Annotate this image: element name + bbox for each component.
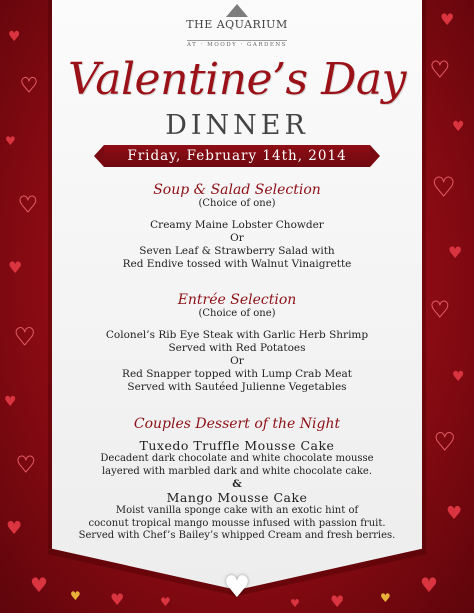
heart-icon: ♥ — [223, 570, 251, 605]
section-title: Couples Dessert of the Night — [133, 416, 341, 432]
menu-item-line: Red Snapper topped with Lump Crab Meat — [122, 368, 352, 380]
heart-icon: ♥ — [18, 193, 38, 218]
soup-salad-section — [0, 182, 474, 271]
heart-icon: ♥ — [440, 10, 455, 29]
date-banner: Friday, February 14th, 2014 — [104, 145, 370, 167]
ampersand: & — [232, 478, 242, 490]
heart-icon: ♥ — [452, 369, 465, 385]
heart-icon: ♥ — [432, 173, 456, 203]
logo-triangle-icon — [226, 4, 248, 17]
dessert-section — [0, 416, 474, 543]
dessert-description: coconut tropical mango mousse infused with passion fruit. — [88, 517, 386, 529]
menu-item-line: Or — [230, 355, 244, 367]
entree-section — [0, 292, 474, 394]
dessert-name: Tuxedo Truffle Mousse Cake — [139, 438, 335, 453]
heart-icon: ♥ — [20, 73, 38, 97]
heart-icon: ♥ — [110, 590, 125, 609]
heart-icon: ♥ — [420, 573, 438, 597]
logo-subtitle: AT · MOODY · GARDENS — [186, 42, 288, 48]
heart-icon: ♥ — [8, 29, 21, 45]
heart-icon: ♥ — [448, 243, 463, 262]
heart-icon: ♥ — [16, 453, 36, 478]
dessert-description: Moist vanilla sponge cake with an exotic hint of — [115, 505, 359, 516]
section-title: Soup & Salad Selection — [153, 182, 321, 198]
aquarium-logo — [0, 4, 474, 50]
section-subtitle: (Choice of one) — [198, 198, 276, 209]
menu-item-line: Served with Red Potatoes — [168, 342, 306, 354]
dessert-description: Decadent dark chocolate and white chocolate mousse — [100, 453, 374, 464]
heart-icon: ♥ — [430, 58, 450, 83]
heart-icon: ♥ — [430, 298, 450, 323]
dessert-description: layered with marbled dark and white chocolate cake. — [101, 465, 373, 477]
title-dinner: DINNER — [165, 110, 309, 141]
menu-item-line: Seven Leaf & Strawberry Salad with — [139, 245, 335, 257]
dessert-name: Mango Mousse Cake — [166, 490, 308, 505]
heart-icon: ♥ — [14, 323, 36, 351]
heart-icon: ♥ — [290, 597, 300, 610]
menu-item-line: Or — [230, 232, 244, 244]
menu-item-line: Colonel’s Rib Eye Steak with Garlic Herb Shrimp — [105, 329, 369, 341]
heart-icon: ♥ — [380, 591, 391, 605]
heart-icon: ♥ — [70, 589, 81, 603]
dessert-description: Served with Chef’s Bailey’s whipped Cream and fresh berries. — [78, 530, 396, 541]
heart-icon: ♥ — [160, 595, 171, 609]
heart-icon: ♥ — [446, 503, 463, 524]
section-title: Entrée Selection — [177, 292, 297, 308]
heart-icon: ♥ — [8, 258, 23, 277]
heart-icon: ♥ — [330, 592, 345, 611]
title-valentines-day: Valentine’s Day — [68, 54, 406, 105]
heart-icon: ♥ — [30, 573, 48, 597]
menu-item-line: Served with Sautéed Julienne Vegetables — [127, 381, 347, 393]
menu-item-line: Red Endive tossed with Walnut Vinaigrette — [122, 258, 352, 270]
heart-icon: ♥ — [4, 394, 17, 410]
heart-icon: ♥ — [5, 134, 16, 148]
heart-icon: ♥ — [452, 119, 465, 135]
heart-icon: ♥ — [6, 518, 23, 539]
section-subtitle: (Choice of one) — [198, 308, 276, 319]
heart-icon: ♥ — [434, 428, 456, 456]
menu-item-line: Creamy Maine Lobster Chowder — [150, 219, 324, 231]
logo-name: THE AQUARIUM — [186, 18, 288, 31]
